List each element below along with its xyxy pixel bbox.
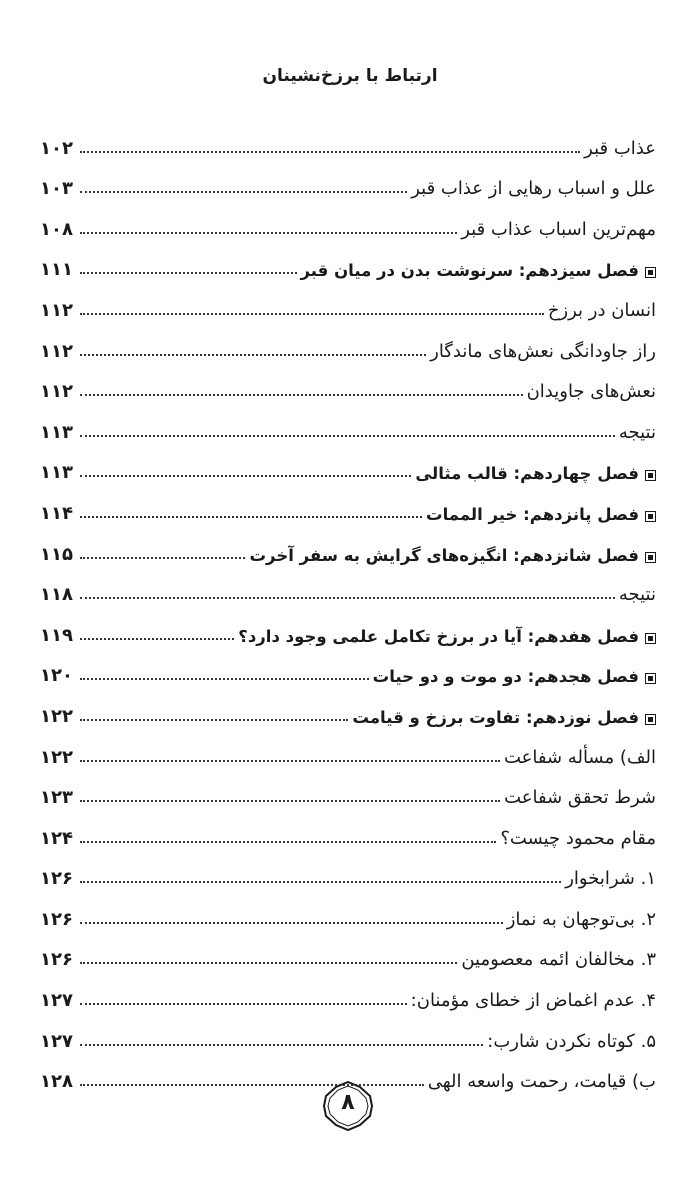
- dot-leader: [80, 191, 407, 193]
- toc-row: [40, 118, 656, 159]
- toc-page-number: ۱۱۴: [40, 502, 73, 524]
- toc-row: [40, 402, 656, 443]
- chapter-bullet-icon: [645, 470, 656, 481]
- chapter-bullet-icon: [645, 714, 656, 725]
- toc-chapter-row: [40, 443, 656, 484]
- dot-leader: [80, 841, 496, 843]
- table-of-contents: [40, 118, 656, 1092]
- toc-page-number: ۱۱۲: [40, 381, 73, 403]
- dot-leader: [80, 272, 297, 274]
- dot-leader: [80, 516, 422, 518]
- toc-page-number: ۱۱۲: [40, 299, 73, 321]
- toc-page-number: ۱۲۲: [40, 746, 73, 768]
- dot-leader: [80, 1044, 483, 1046]
- toc-chapter-row: [40, 686, 656, 727]
- toc-page-number: ۱۲۷: [40, 1030, 73, 1052]
- toc-entry-title: عذاب قبر: [584, 137, 656, 159]
- dot-leader: [80, 597, 615, 599]
- toc-row: [40, 280, 656, 321]
- chapter-bullet-icon: [645, 673, 656, 684]
- dot-leader: [80, 1003, 407, 1005]
- toc-entry-title: ۴. عدم اغماض از خطای مؤمنان:: [410, 990, 656, 1012]
- toc-page-number: ۱۲۷: [40, 990, 73, 1012]
- toc-entry-title: نتیجه: [618, 421, 656, 443]
- toc-entry-title: ۱. شرابخوار: [565, 868, 656, 890]
- toc-row: [40, 889, 656, 930]
- toc-page-number: ۱۰۲: [40, 137, 73, 159]
- dot-leader: [80, 962, 457, 964]
- toc-row: [40, 849, 656, 890]
- toc-page-number: ۱۱۹: [40, 624, 73, 646]
- toc-entry-title: ب) قیامت، رحمت واسعه الهی: [427, 1071, 656, 1093]
- dot-leader: [80, 394, 523, 396]
- toc-page-number: ۱۲۶: [40, 868, 73, 890]
- dot-leader: [80, 719, 348, 721]
- dot-leader: [80, 800, 500, 802]
- toc-page-number: ۱۱۳: [40, 462, 73, 484]
- toc-entry-title: فصل پانزدهم: خیر الممات: [426, 504, 639, 524]
- toc-page-number: ۱۲۴: [40, 827, 73, 849]
- dot-leader: [80, 638, 234, 640]
- toc-page-number: ۱۲۶: [40, 908, 73, 930]
- dot-leader: [80, 557, 245, 559]
- toc-page-number: ۱۲۸: [40, 1071, 73, 1093]
- toc-row: [40, 727, 656, 768]
- toc-entry-title: فصل چهاردهم: قالب مثالی: [415, 464, 639, 484]
- toc-page-number: ۱۲۳: [40, 787, 73, 809]
- toc-page-number: ۱۲۲: [40, 705, 73, 727]
- toc-row: [40, 930, 656, 971]
- dot-leader: [80, 354, 426, 356]
- dot-leader: [80, 232, 457, 234]
- chapter-bullet-icon: [645, 552, 656, 563]
- toc-chapter-row: [40, 524, 656, 565]
- toc-row: [40, 768, 656, 809]
- toc-page-number: ۱۲۰: [40, 665, 73, 687]
- toc-chapter-row: [40, 646, 656, 687]
- toc-entry-title: ۵. کوتاه نکردن شارب:: [487, 1030, 656, 1052]
- toc-page-number: ۱۰۸: [40, 218, 73, 240]
- toc-entry-title: فصل سیزدهم: سرنوشت بدن در میان قبر: [300, 261, 639, 281]
- toc-entry-title: نتیجه: [618, 584, 656, 606]
- toc-entry-title: نعش‌های جاویدان: [526, 381, 656, 403]
- toc-row: [40, 321, 656, 362]
- page-number: ۸: [341, 1090, 355, 1115]
- toc-page-number: ۱۲۶: [40, 949, 73, 971]
- toc-row: [40, 199, 656, 240]
- toc-chapter-row: [40, 605, 656, 646]
- dot-leader: [80, 151, 580, 153]
- toc-entry-title: الف) مسأله شفاعت: [504, 746, 656, 768]
- chapter-bullet-icon: [645, 633, 656, 644]
- toc-row: [40, 159, 656, 200]
- toc-row: [40, 1011, 656, 1052]
- toc-entry-title: راز جاودانگی نعش‌های ماندگار: [430, 340, 656, 362]
- toc-entry-title: فصل شانزدهم: انگیزه‌های گرایش به سفر آخرت: [249, 545, 639, 565]
- toc-row: [40, 362, 656, 403]
- chapter-bullet-icon: [645, 267, 656, 278]
- toc-entry-title: ۲. بی‌توجهان به نماز: [506, 908, 656, 930]
- dot-leader: [80, 313, 544, 315]
- dot-leader: [80, 881, 561, 883]
- toc-entry-title: شرط تحقق شفاعت: [504, 787, 656, 809]
- toc-page-number: ۱۰۳: [40, 178, 73, 200]
- toc-entry-title: مقام محمود چیست؟: [500, 827, 656, 849]
- toc-entry-title: علل و اسباب رهایی از عذاب قبر: [411, 178, 656, 200]
- toc-entry-title: انسان در برزخ: [547, 299, 656, 321]
- dot-leader: [80, 678, 369, 680]
- dot-leader: [80, 922, 503, 924]
- toc-page-number: ۱۱۲: [40, 340, 73, 362]
- toc-row: [40, 565, 656, 606]
- toc-row: [40, 808, 656, 849]
- chapter-bullet-icon: [645, 511, 656, 522]
- dot-leader: [80, 760, 500, 762]
- toc-chapter-row: [40, 483, 656, 524]
- toc-row: [40, 970, 656, 1011]
- toc-entry-title: فصل هفدهم: آیا در برزخ تکامل علمی وجود دارد؟: [238, 626, 639, 646]
- toc-entry-title: فصل هجدهم: دو موت و دو حیات: [372, 667, 639, 687]
- toc-page-number: ۱۱۱: [40, 259, 73, 281]
- running-header: ارتباط با برزخ‌نشینان: [262, 66, 438, 86]
- toc-page-number: ۱۱۵: [40, 543, 73, 565]
- toc-entry-title: فصل نوزدهم: تفاوت برزخ و قیامت: [352, 707, 639, 727]
- toc-page-number: ۱۱۸: [40, 584, 73, 606]
- toc-page-number: ۱۱۳: [40, 421, 73, 443]
- toc-chapter-row: [40, 240, 656, 281]
- toc-entry-title: ۳. مخالفان ائمه معصومین: [461, 949, 656, 971]
- dot-leader: [80, 435, 615, 437]
- dot-leader: [80, 475, 411, 477]
- toc-entry-title: مهم‌ترین اسباب عذاب قبر: [461, 218, 656, 240]
